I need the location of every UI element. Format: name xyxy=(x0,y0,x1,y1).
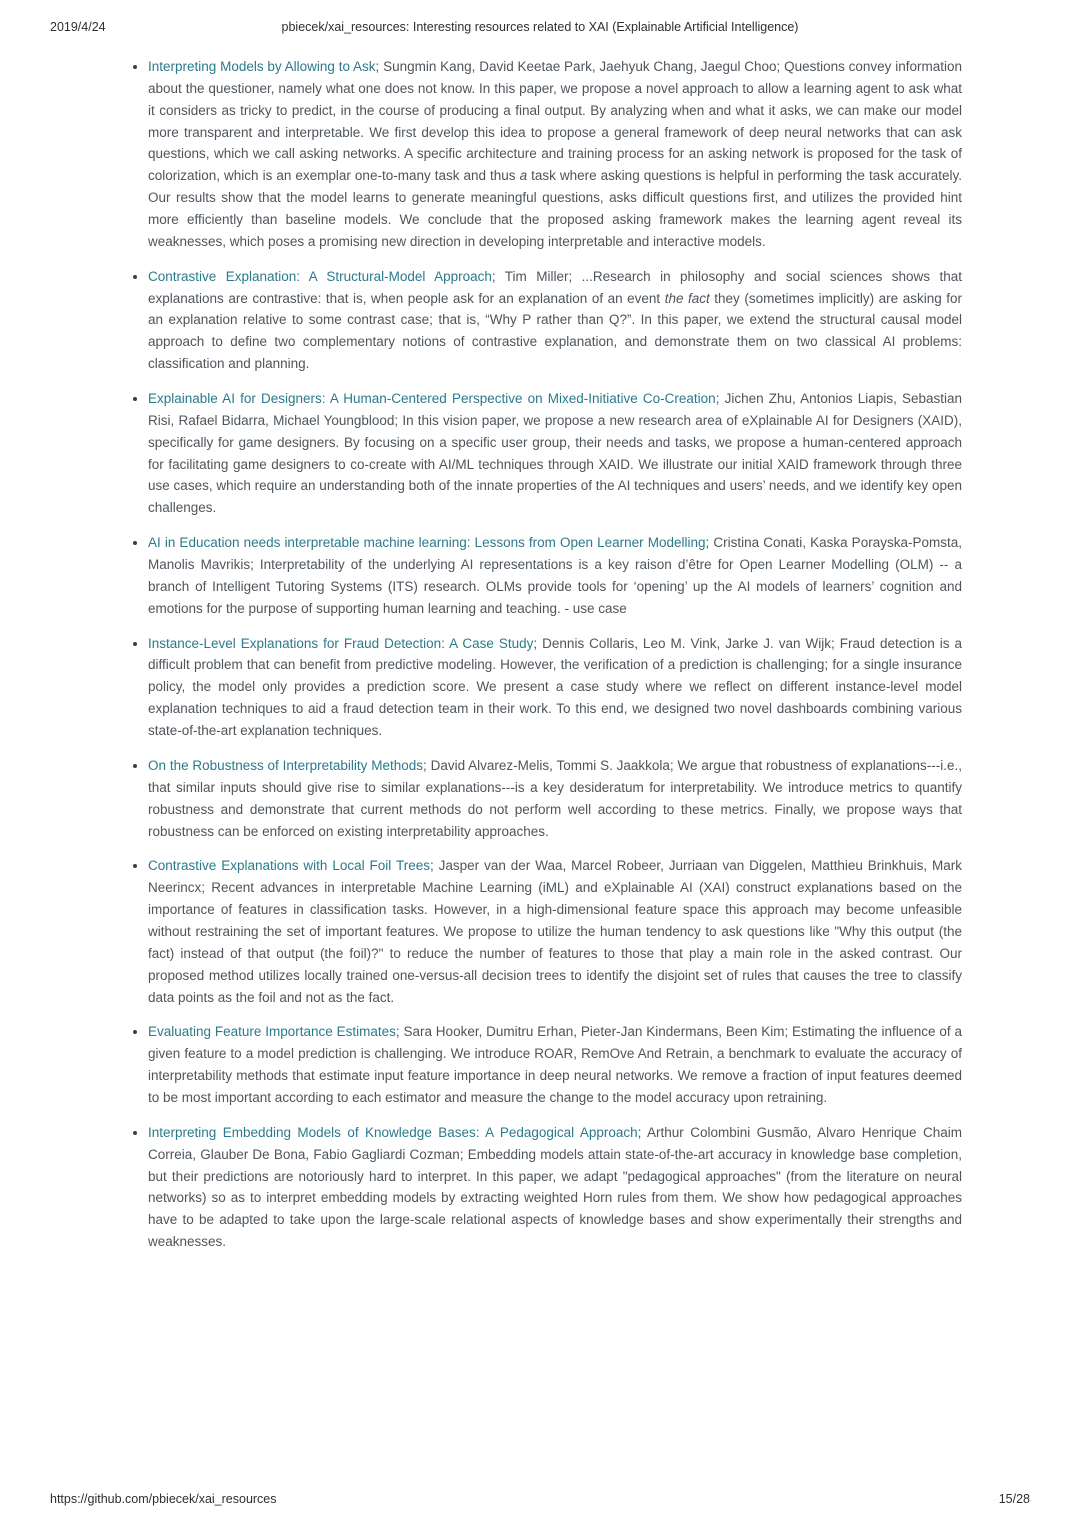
paper-list xyxy=(130,56,962,1253)
paper-link[interactable]: AI in Education needs interpretable machine learning: Lessons from Open Learner Modelling xyxy=(148,535,706,551)
abstract-text: ; Sungmin Kang, David Keetae Park, Jaehyuk Chang, Jaegul Choo; Questions convey information about the questioner, namely what one does not know. In this paper, we propose a novel approach to allow a learning agent to ask what it considers as tricky to predict, in the course of producing a final output. By analyzing when and what it asks, we can make our model more transparent and interpretable. We first develop this idea to propose a general framework of deep neural networks that can ask questions, which we call asking networks. A specific architecture and training process for an asking network is proposed for the task of colorization, which is an exemplar one-to-many task and thus xyxy=(148,59,962,184)
paper-item xyxy=(148,1122,962,1253)
paper-abstract xyxy=(148,1125,962,1249)
paper-item xyxy=(148,755,962,842)
paper-item xyxy=(148,266,962,375)
document-content xyxy=(130,56,962,1253)
paper-link[interactable]: Interpreting Models by Allowing to Ask xyxy=(148,59,376,74)
paper-link[interactable]: Contrastive Explanation: A Structural-Model Approach xyxy=(148,268,492,284)
paper-abstract xyxy=(148,59,962,249)
abstract-text: ; David Alvarez-Melis, Tommi S. Jaakkola; We argue that robustness of explanations---i.e., that similar inputs should give rise to similar explanations---is a key desideratum for interpretability. We introduce metrics to quantify robustness and demonstrate that current methods do not perform well according to these metrics. Finally, we propose ways that robustness can be enforced on existing interpretability approaches. xyxy=(148,757,962,839)
abstract-italic-text: the fact xyxy=(664,290,710,306)
footer-url: https://github.com/pbiecek/xai_resources xyxy=(50,1492,277,1506)
paper-item xyxy=(148,633,962,742)
paper-link[interactable]: Interpreting Embedding Models of Knowledge Bases: A Pedagogical Approach xyxy=(148,1124,638,1140)
page-title: pbiecek/xai_resources: Interesting resources related to XAI (Explainable Artificial Intelligence) xyxy=(281,20,799,34)
paper-item xyxy=(148,56,962,253)
paper-link[interactable]: Instance-Level Explanations for Fraud Detection: A Case Study xyxy=(148,635,534,651)
footer-page-number: 15/28 xyxy=(998,1492,1030,1506)
abstract-italic-text: a xyxy=(519,168,528,184)
print-date: 2019/4/24 xyxy=(50,20,106,34)
abstract-text: ; Dennis Collaris, Leo M. Vink, Jarke J. van Wijk; Fraud detection is a difficult problem that can benefit from predictive modeling. However, the verification of a prediction is challenging; for a single insurance policy, the model only provides a prediction score. We present a case study where we reflect on different instance-level model explanation techniques to aid a fraud detection team in their work. To this end, we designed two novel dashboards combining various state-of-the-art explanation techniques. xyxy=(148,635,962,739)
paper-item xyxy=(148,1021,962,1108)
paper-link[interactable]: Contrastive Explanations with Local Foil Trees xyxy=(148,858,430,874)
paper-item xyxy=(148,388,962,519)
paper-item xyxy=(148,855,962,1008)
print-header xyxy=(0,0,1080,34)
paper-link[interactable]: Explainable AI for Designers: A Human-Centered Perspective on Mixed-Initiative Co-Creation xyxy=(148,391,716,407)
print-footer xyxy=(50,1492,1030,1506)
abstract-text: ; Arthur Colombini Gusmão, Alvaro Henrique Chaim Correia, Glauber De Bona, Fabio Gagliardi Cozman; Embedding models attain state-of-the-art accuracy in knowledge base completion, but their predictions are notoriously hard to interpret. In this paper, we adapt "pedagogical approaches" (from the literature on neural networks) so as to interpret embedding models by extracting weighted Horn rules from them. We show how pedagogical approaches have to be adapted to take upon the large-scale relational aspects of knowledge bases and show experimentally their strengths and weaknesses. xyxy=(148,1124,962,1250)
abstract-text: ; Tim Miller; ...Research in philosophy and social sciences shows that explanations are contrastive: that is, when people ask for an explanation of an event xyxy=(148,268,962,306)
abstract-text: ; Jasper van der Waa, Marcel Robeer, Jurriaan van Diggelen, Matthieu Brinkhuis, Mark Neerincx; Recent advances in interpretable Machine Learning (iML) and eXplainable AI (XAI) construct explanations based on the importance of features in classification tasks. However, in a high-dimensional feature space this approach may become unfeasible without restraining the set of important features. We propose to utilize the human tendency to ask questions like "Why this output (the fact) instead of that output (the foil)?" to reduce the number of features to those that play a main role in the asked contrast. Our proposed method utilizes locally trained one-versus-all decision trees to identify the disjoint set of rules that causes the tree to classify data points as the foil and not as the fact. xyxy=(148,858,962,1005)
paper-abstract xyxy=(148,858,962,1004)
abstract-text: task where asking questions is helpful in performing the task accurately. Our results show that the model learns to generate meaningful questions, asks difficult questions first, and utilizes the provided hint more efficiently than baseline models. We conclude that the proposed asking framework makes the learning agent reveal its weaknesses, which poses a promising new direction in developing interpretable and interactive models. xyxy=(148,168,962,249)
abstract-text: ; Sara Hooker, Dumitru Erhan, Pieter-Jan Kindermans, Been Kim; Estimating the influence of a given feature to a model prediction is challenging. We introduce ROAR, RemOve And Retrain, a benchmark to evaluate the accuracy of interpretability methods that estimate input feature importance in deep neural networks. We remove a fraction of input features deemed to be most important according to each estimator and measure the change to the model accuracy upon retraining. xyxy=(148,1024,962,1105)
paper-link[interactable]: On the Robustness of Interpretability Methods xyxy=(148,757,423,773)
paper-abstract xyxy=(148,391,962,515)
paper-link[interactable]: Evaluating Feature Importance Estimates xyxy=(148,1024,396,1040)
paper-abstract xyxy=(148,269,962,371)
paper-item xyxy=(148,532,962,619)
abstract-text: ; Jichen Zhu, Antonios Liapis, Sebastian Risi, Rafael Bidarra, Michael Youngblood; In this vision paper, we propose a new research area of eXplainable AI for Designers (XAID), specifically for game designers. By focusing on a specific user group, their needs and tasks, we propose a human-centered approach for facilitating game designers to co-create with AI/ML techniques through XAID. We illustrate our initial XAID framework through three use cases, which require an understanding both of the innate properties of the AI techniques and users’ needs, and we identify key open challenges. xyxy=(148,391,963,516)
abstract-text: ; Cristina Conati, Kaska Porayska-Pomsta, Manolis Mavrikis; Interpretability of the underlying AI representations is a key raison d’être for Open Learner Modelling (OLM) -- a branch of Intelligent Tutoring Systems (ITS) research. OLMs provide tools for ‘opening’ up the AI models of learners’ cognition and emotions for the purpose of supporting human learning and teaching. - use case xyxy=(148,535,962,616)
abstract-text: they (sometimes implicitly) are asking for an explanation relative to some contrast case; that is, “Why P rather than Q?”. In this paper, we extend the structural causal model approach to define two complementary notions of contrastive explanation, and demonstrate them on two classical AI problems: classification and planning. xyxy=(148,290,962,372)
